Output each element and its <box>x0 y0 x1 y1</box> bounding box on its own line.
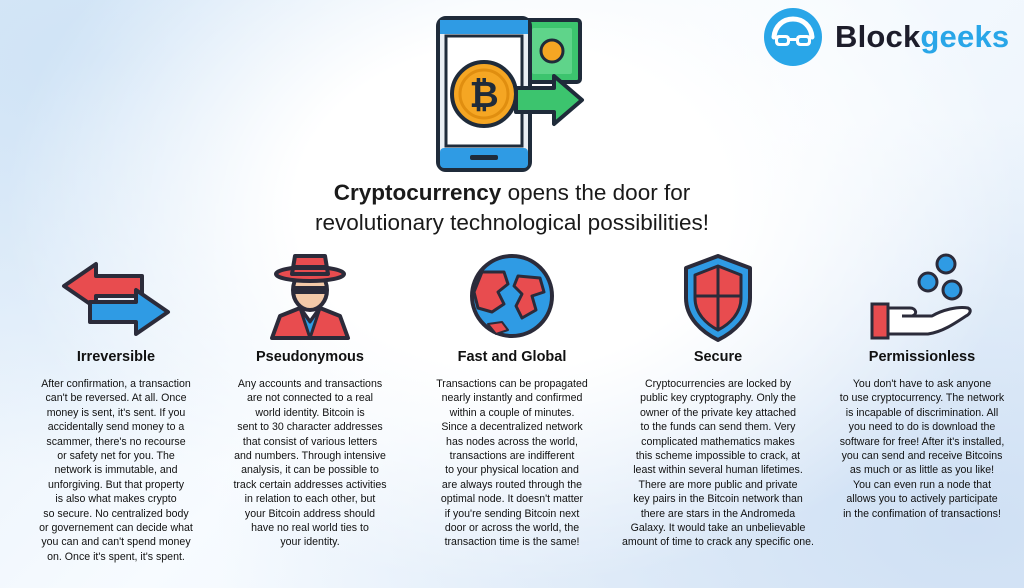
body-line: in the confimation of transactions! <box>843 507 1001 520</box>
body-line: on. Once it's spent, it's spent. <box>47 550 185 563</box>
hand-coins-icon <box>862 252 982 342</box>
body-line: optimal node. It doesn't matter <box>440 493 584 506</box>
feature-body <box>18 377 214 564</box>
body-line: this scheme impossible to crack, at <box>635 450 801 463</box>
body-line: software for free! After it's installed, <box>839 435 1005 448</box>
body-line: has nodes across the world, <box>446 435 578 448</box>
body-line: transaction time is the same! <box>444 536 580 549</box>
body-line: network is immutable, and <box>54 464 178 477</box>
body-line: scammer, there's no recourse <box>46 435 186 448</box>
spy-icon <box>250 252 370 342</box>
feature-body <box>212 377 408 550</box>
svg-text:₿: ₿ <box>469 75 499 116</box>
body-line: is incapable of discrimination. All <box>845 406 999 419</box>
body-line: transactions are indifferent <box>449 450 575 463</box>
body-line: your Bitcoin address should <box>244 507 376 520</box>
body-line: After confirmation, a transaction <box>41 378 191 390</box>
body-line: to your physical location and <box>445 464 579 477</box>
blockgeeks-glasses-icon <box>763 7 823 67</box>
body-line: that consist of various letters <box>242 435 378 448</box>
body-line: as much or as little as you like! <box>849 464 995 477</box>
headline <box>250 178 774 238</box>
shield-icon <box>658 252 778 342</box>
feature-title: Fast and Global <box>457 349 567 365</box>
body-line: You don't have to ask anyone <box>852 378 992 390</box>
body-line: owner of the private key attached <box>639 406 797 419</box>
feature-body <box>620 377 816 550</box>
body-line: public key cryptography. Only the <box>640 392 796 405</box>
body-line: there are stars in the Andromeda <box>640 507 796 520</box>
body-line: analysis, it can be possible to <box>241 464 379 477</box>
body-line: Any accounts and transactions <box>237 378 383 390</box>
body-line: is also what makes crypto <box>55 493 177 506</box>
body-line: are not connected to a real <box>246 392 374 405</box>
headline-line1: opens the door for <box>501 180 691 205</box>
body-line: accidentally send money to a <box>47 421 185 434</box>
body-line: to the funds can send them. Very <box>640 421 796 434</box>
body-line: have no real world ties to <box>251 522 369 535</box>
body-line: unforgiving. But that property <box>47 478 185 491</box>
body-line: you can send and receive Bitcoins <box>841 450 1003 463</box>
feature-title: Permissionless <box>868 349 976 365</box>
body-line: or safety net for you. The <box>57 450 175 463</box>
body-line: within a couple of minutes. <box>449 406 575 419</box>
body-line: You can even run a node that <box>852 478 992 491</box>
body-line: There are more public and private <box>638 478 798 491</box>
body-line: so secure. No centralized body <box>43 507 189 520</box>
body-line: amount of time to crack any specific one. <box>622 536 814 549</box>
body-line: you need to do is download the <box>848 421 996 434</box>
body-line: Cryptocurrencies are locked by <box>644 378 792 390</box>
brand-name: Blockgeeks <box>835 19 1010 54</box>
body-line: key pairs in the Bitcoin network than <box>633 493 803 506</box>
headline-line2: revolutionary technological possibilities! <box>315 210 709 235</box>
body-line: Since a decentralized network <box>441 421 583 434</box>
body-line: complicated mathematics makes <box>641 435 795 448</box>
feature-title: Irreversible <box>76 349 156 365</box>
brand-logo <box>763 6 1018 68</box>
feature-body <box>824 377 1020 521</box>
body-line: in relation to each other, but <box>244 493 376 506</box>
body-line: door or across the world, the <box>444 522 580 535</box>
feature-title: Pseudonymous <box>256 349 364 365</box>
phone-bitcoin-transfer-icon <box>432 14 592 174</box>
body-line: sent to 30 character addresses <box>237 421 383 434</box>
feature-body <box>414 377 610 550</box>
body-line: can't be reversed. At all. Once <box>45 392 187 405</box>
body-line: nearly instantly and confirmed <box>441 392 583 405</box>
globe-icon <box>452 252 572 342</box>
body-line: or governement can decide what <box>39 522 193 535</box>
arrows-icon <box>56 252 176 342</box>
body-line: you can and can't spend money <box>41 536 191 549</box>
body-line: and numbers. Through intensive <box>234 450 386 463</box>
body-line: Transactions can be propagated <box>436 378 588 390</box>
headline-bold: Cryptocurrency <box>333 180 502 205</box>
body-line: Galaxy. It would take an unbelievable <box>630 522 806 535</box>
body-line: track certain addresses activities <box>233 478 387 491</box>
feature-title: Secure <box>693 349 743 365</box>
body-line: if you're sending Bitcoin next <box>444 507 580 520</box>
body-line: least within several human lifetimes. <box>633 464 803 477</box>
body-line: to use cryptocurrency. The network <box>839 392 1005 405</box>
body-line: allows you to actively participate <box>846 493 998 506</box>
body-line: world identity. Bitcoin is <box>255 406 365 419</box>
body-line: your identity. <box>280 536 340 549</box>
body-line: money is sent, it's sent. If you <box>46 406 186 419</box>
body-line: are always routed through the <box>441 478 583 491</box>
